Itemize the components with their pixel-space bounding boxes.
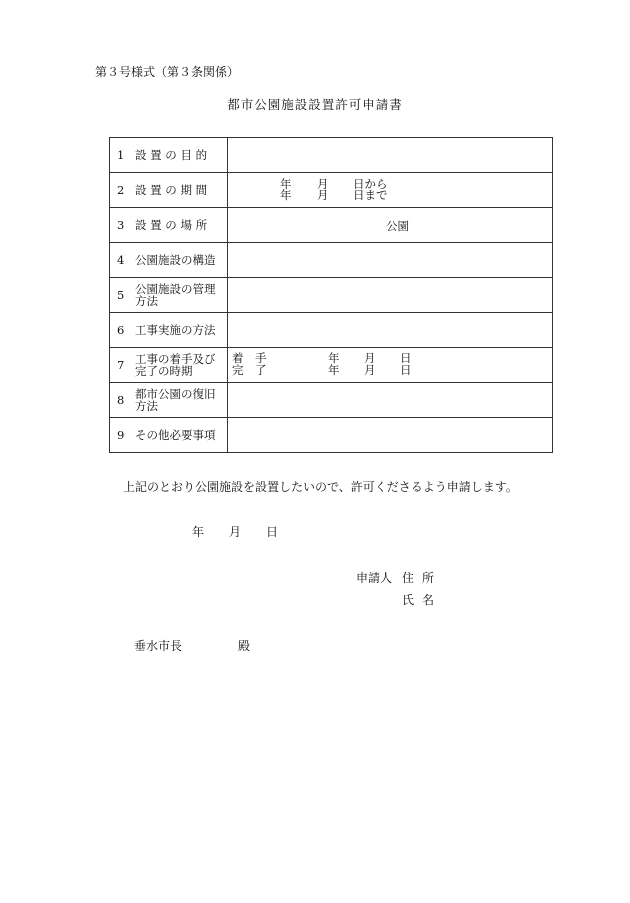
form-number: 第３号様式（第３条関係） <box>95 65 240 79</box>
row-number: 3 <box>117 218 125 232</box>
row-management <box>110 278 553 313</box>
period-dates <box>280 179 388 201</box>
row-label <box>135 353 216 377</box>
row-label: 設 置 の 目 的 <box>135 148 208 162</box>
row-number: 2 <box>117 183 125 197</box>
schedule-dates <box>232 353 412 376</box>
structure-field[interactable] <box>228 243 553 278</box>
purpose-field[interactable] <box>228 138 553 173</box>
row-period <box>110 173 553 208</box>
day-unit: 日 <box>266 525 279 539</box>
row-number: 8 <box>117 393 125 407</box>
park-suffix: 公園 <box>386 219 409 233</box>
year-unit: 年 <box>328 362 340 377</box>
recipient-name: 垂水市長 <box>134 639 183 653</box>
period-field[interactable] <box>228 173 553 208</box>
schedule-field[interactable] <box>228 348 553 383</box>
month-unit: 月 <box>364 351 376 365</box>
label-cell <box>110 138 228 173</box>
row-purpose <box>110 138 553 173</box>
row-place <box>110 208 553 243</box>
row-restoration <box>110 383 553 418</box>
row-number: 7 <box>117 358 125 372</box>
form-title: 都市公園施設設置許可申請書 <box>227 97 403 112</box>
row-label-line2: 方法 <box>135 399 158 413</box>
row-number: 4 <box>117 253 125 267</box>
month-unit: 月 <box>229 525 242 539</box>
row-label: 工事実施の方法 <box>135 323 216 337</box>
row-label-line1: 工事の着手及び <box>135 352 216 366</box>
other-field[interactable] <box>228 418 553 453</box>
row-number: 6 <box>117 323 125 337</box>
row-label: その他必要事項 <box>135 428 216 442</box>
honorific: 殿 <box>238 639 251 653</box>
label-cell <box>110 278 228 313</box>
row-label-line2: 完了の時期 <box>135 364 193 378</box>
day-unit: 日 <box>400 362 412 377</box>
application-table <box>109 137 553 453</box>
label-cell <box>110 313 228 348</box>
row-label <box>135 388 216 412</box>
row-label-line1: 公園施設の管理 <box>135 282 216 296</box>
label-cell <box>110 208 228 243</box>
from-text: 日から <box>353 177 388 191</box>
month-unit: 月 <box>317 177 329 191</box>
row-label <box>135 283 216 307</box>
row-label: 公園施設の構造 <box>135 253 216 267</box>
label-cell <box>110 383 228 418</box>
label-cell <box>110 173 228 208</box>
address-label: 住所 <box>402 571 443 585</box>
row-structure <box>110 243 553 278</box>
applicant-label: 申請人 <box>356 571 393 585</box>
row-other <box>110 418 553 453</box>
label-cell <box>110 243 228 278</box>
management-field[interactable] <box>228 278 553 313</box>
application-statement: 上記のとおり公園施設を設置したいので、許可くださるよう申請します。 <box>123 480 518 494</box>
to-text: 日まで <box>353 188 388 202</box>
start-label: 着 手 <box>232 351 267 365</box>
day-unit: 日 <box>400 351 412 365</box>
year-unit: 年 <box>192 525 205 539</box>
row-label-line2: 方法 <box>135 294 158 308</box>
restoration-field[interactable] <box>228 383 553 418</box>
place-field[interactable] <box>228 208 553 243</box>
year-unit: 年 <box>280 177 292 191</box>
row-label: 設 置 の 場 所 <box>135 218 208 232</box>
row-number: 5 <box>117 288 125 302</box>
application-date <box>192 523 278 540</box>
row-label: 設 置 の 期 間 <box>135 183 208 197</box>
end-label: 完 了 <box>232 362 267 377</box>
row-number: 9 <box>117 428 125 442</box>
row-method <box>110 313 553 348</box>
year-unit: 年 <box>280 188 292 202</box>
name-label: 氏名 <box>402 593 443 607</box>
row-number: 1 <box>117 148 125 162</box>
row-schedule <box>110 348 553 383</box>
period-to <box>280 190 388 201</box>
row-label-line1: 都市公園の復旧 <box>135 387 216 401</box>
month-unit: 月 <box>317 188 329 202</box>
month-unit: 月 <box>364 362 376 377</box>
method-field[interactable] <box>228 313 553 348</box>
label-cell <box>110 348 228 383</box>
label-cell <box>110 418 228 453</box>
end-line <box>232 362 412 377</box>
year-unit: 年 <box>328 351 340 365</box>
